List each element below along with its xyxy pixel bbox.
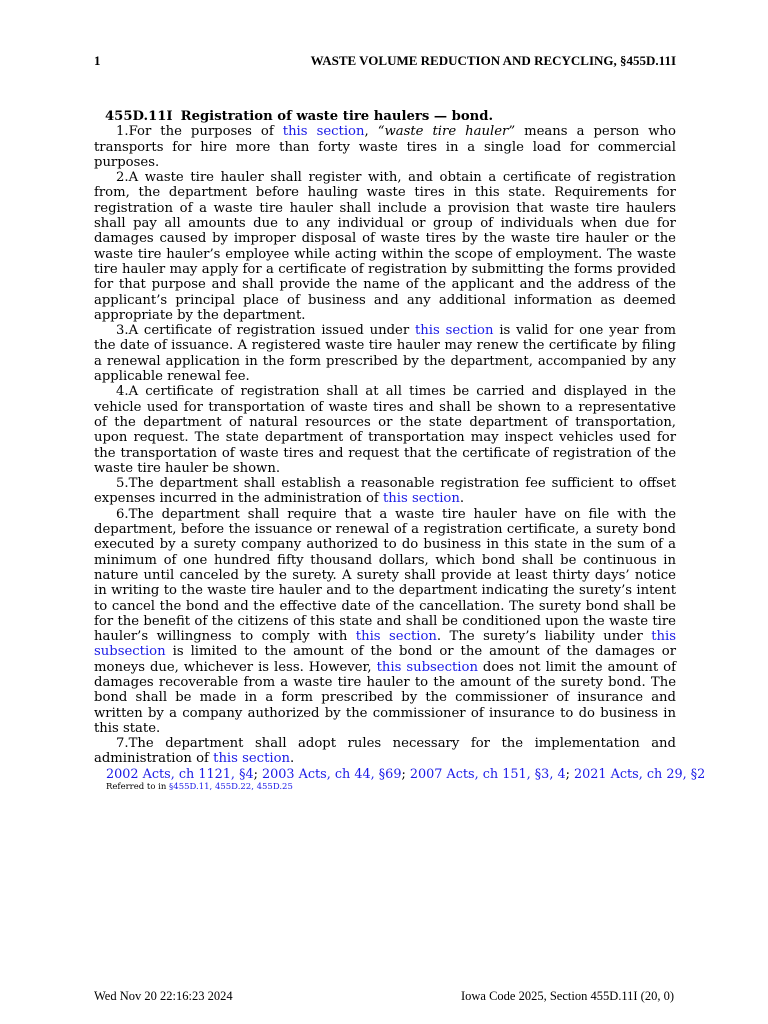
- section-title: Registration of waste tire haulers — bond.: [180, 109, 494, 124]
- footer-timestamp: Wed Nov 20 22:16:23 2024: [94, 989, 233, 1003]
- referred-label: Referred to in: [106, 782, 170, 793]
- paragraph-3: [94, 323, 676, 384]
- history-separator: ;: [253, 766, 262, 782]
- history-link[interactable]: 2021 Acts, ch 29, §2: [574, 766, 706, 782]
- paragraph-number: 7.: [116, 736, 129, 752]
- paragraph-number: 2.: [116, 170, 129, 186]
- defined-term: “waste tire hauler”: [377, 124, 516, 140]
- this-section-link[interactable]: this section: [213, 751, 291, 767]
- paragraph-text: .: [290, 751, 295, 767]
- this-subsection-link[interactable]: this subsection: [376, 659, 478, 675]
- paragraph-6: [94, 507, 676, 736]
- paragraph-text: .: [459, 491, 465, 507]
- footer-citation: Iowa Code 2025, Section 455D.11I (20, 0): [460, 989, 674, 1003]
- section-heading: [105, 109, 676, 124]
- page-number: 1: [94, 53, 101, 68]
- this-section-link[interactable]: this section: [382, 491, 460, 507]
- paragraph-2: [94, 170, 676, 323]
- paragraph-text: A waste tire hauler shall register with, and obtain a certificate of registration from, the department before hauling waste tires in this state. Requirements for registration of a waste tire hauler shall include a provision that waste tire haulers shall pay all amounts due to any individual or group of individuals when due for damages caused by improper disposal of waste tires by the waste tire hauler or the waste tire hauler’s employee while acting within the scope of employment. The waste tire hauler may apply for a certificate of registration by submitting the forms provided for that purpose and shall provide the name of the applicant and the address of the applicant’s principal place of business and any additional information as deemed appropriate by the department.: [94, 170, 676, 323]
- paragraph-text: means a person who transports for hire more than forty waste tires in a single load for commercial purposes.: [94, 124, 676, 170]
- paragraph-text: For the purposes of: [128, 124, 283, 140]
- this-section-link[interactable]: this section: [282, 124, 365, 140]
- page-header: [94, 53, 676, 71]
- paragraph-1: [94, 124, 676, 170]
- history-link[interactable]: 2007 Acts, ch 151, §3, 4: [409, 766, 566, 782]
- referred-to-line: [106, 782, 676, 792]
- paragraph-text: is valid for one year from the date of issuance. A registered waste tire hauler may renew the certificate by filing a renewal application in the form prescribed by the department, accompanied by any applicable renewal fee.: [94, 323, 676, 385]
- paragraph-number: 3.: [116, 323, 129, 339]
- history-link[interactable]: 2003 Acts, ch 44, §69: [262, 766, 402, 782]
- paragraph-number: 4.: [116, 384, 129, 400]
- paragraph-text: ,: [364, 124, 378, 140]
- paragraph-text: A certificate of registration shall at all times be carried and displayed in the vehicle used for transportation of waste tires and shall be shown to a representative of the department of natural resources or the state department of transportation, upon request. The state department of transportation may inspect vehicles used for the transportation of waste tires and request that the certificate of registration of the waste tire hauler be shown.: [94, 384, 676, 476]
- section-content: [94, 109, 706, 793]
- paragraph-text: . The surety’s liability under: [436, 629, 652, 645]
- referred-links[interactable]: §455D.11, 455D.22, 455D.25: [169, 782, 293, 793]
- paragraph-number: 1.: [116, 124, 129, 140]
- this-section-link[interactable]: this section: [414, 323, 494, 339]
- paragraph-text: The department shall require that a waste tire hauler have on file with the department, before the issuance or renewal of a registration certificate, a surety bond executed by a surety company authorized to do business in this state in the sum of a minimum of one hundred fifty thousand dollars, which bond shall be continuous in nature until canceled by the surety. A surety shall provide at least thirty days’ notice in writing to the waste tire hauler and to the department indicating the surety’s intent to cancel the bond and the effective date of the cancellation. The surety bond shall be for the benefit of the citizens of this state and shall be conditioned upon the waste tire hauler’s willingness to comply with: [94, 506, 676, 645]
- history-separator: ;: [401, 766, 410, 782]
- page-footer: [94, 989, 674, 1005]
- section-number: 455D.11I: [105, 109, 173, 124]
- paragraph-text: is limited to the amount of the bond or the amount of the damages or moneys due, whichever is less. However,: [94, 644, 676, 675]
- paragraph-text: The department shall adopt rules necessary for the implementation and administration of: [94, 736, 676, 767]
- paragraph-4: [94, 384, 676, 476]
- paragraph-number: 5.: [116, 476, 129, 492]
- this-section-link[interactable]: this section: [355, 629, 437, 645]
- this-subsection-link[interactable]: this subsection: [94, 629, 676, 660]
- paragraph-text: The department shall establish a reasonable registration fee sufficient to offset expenses incurred in the administration of: [94, 476, 676, 507]
- running-title: WASTE VOLUME REDUCTION AND RECYCLING, §455D.11I: [310, 53, 676, 68]
- paragraph-number: 6.: [116, 506, 129, 522]
- paragraph-7: [94, 736, 676, 767]
- paragraph-text: A certificate of registration issued under: [128, 323, 415, 339]
- history-line: [106, 766, 706, 782]
- paragraph-5: [94, 476, 676, 507]
- history-link[interactable]: 2002 Acts, ch 1121, §4: [106, 766, 254, 782]
- paragraph-text: does not limit the amount of damages recoverable from a waste tire hauler to the amount of the surety bond. The bond shall be made in a form prescribed by the commissioner of insurance and written by a company authorized by the commissioner of insurance to do business in this state.: [94, 659, 676, 736]
- history-separator: ;: [565, 766, 574, 782]
